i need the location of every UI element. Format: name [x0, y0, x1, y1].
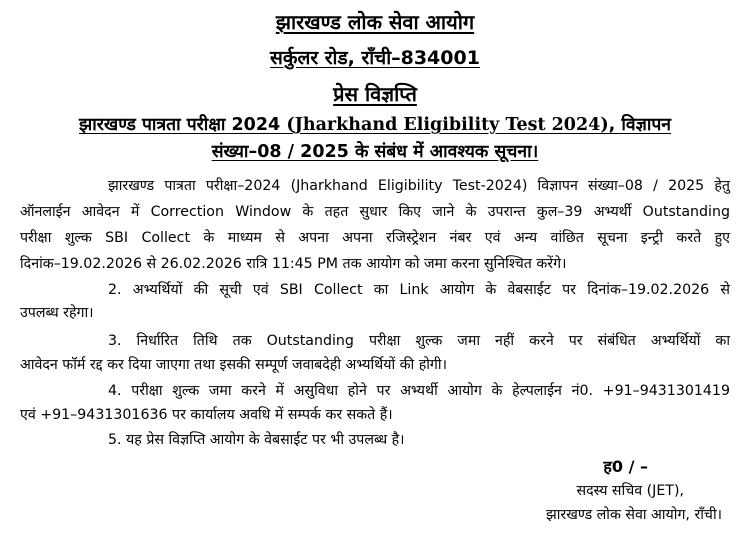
paragraph-5-line-1: 5. यह प्रेस विज्ञप्ति आयोग के वेबसाईट पर भी उपलब्ध है। [108, 432, 405, 448]
org-address-heading: सर्कुलर रोड, राँची–834001 [270, 47, 480, 69]
signatory-organisation: झारखण्ड लोक सेवा आयोग, राँची। [546, 507, 722, 523]
subject-english-part: (Jharkhand Eligibility Test 2024) [286, 115, 609, 135]
paragraph-4-line-1: 4. परीक्षा शुल्क जमा करने में असुविधा होने पर अभ्यर्थी आयोग के हेल्पलाईन नं0. +91–9431301419 [108, 383, 730, 399]
paragraph-1-line-3: परीक्षा शुल्क SBI Collect के माध्यम से अपना अपना रजिस्ट्रेशन नंबर एवं अन्य वांछित सूचना इन्ट्री करते हुए [20, 230, 730, 246]
subject-line-1 [10, 112, 740, 136]
paragraph-4-line-2: एवं +91–9431301636 पर कार्यालय अवधि में सम्पर्क कर सकते हैं। [20, 407, 393, 423]
paragraph-2-line-1: 2. अभ्यर्थियों की सूची एवं SBI Collect का Link आयोग के वेबसाईट पर दिनांक–19.02.2026 से [108, 282, 730, 298]
paragraph-2-line-2: उपलब्ध रहेगा। [20, 305, 94, 321]
signature-mark: ह0 / – [603, 457, 648, 476]
document-title: प्रेस विज्ञप्ति [333, 82, 417, 106]
subject-hindi-part: झारखण्ड पात्रता परीक्षा 2024 [78, 115, 287, 135]
subject-line-2: संख्या–08 / 2025 के संबंध में आवश्यक सूचना। [211, 142, 539, 162]
paragraph-1-line-4: दिनांक–19.02.2026 से 26.02.2026 रात्रि 11:45 PM तक आयोग को जमा करना सुनिश्चित करेंगे। [20, 256, 567, 272]
org-name-heading: झारखण्ड लोक सेवा आयोग [275, 10, 475, 34]
paragraph-3-line-2: आवेदन फॉर्म रद्द कर दिया जाएगा तथा इसकी सम्पूर्ण जवाबदेही अभ्यर्थियों की होगी। [20, 357, 447, 373]
signatory-designation: सदस्य सचिव (JET), [576, 483, 684, 499]
paragraph-3-line-1: 3. निर्धारित तिथि तक Outstanding परीक्षा शुल्क जमा नहीं करने पर संबंधित अभ्यर्थियों का [108, 333, 730, 349]
subject-advertisement-part: , विज्ञापन [608, 115, 672, 135]
paragraph-1-line-1: झारखण्ड पात्रता परीक्षा–2024 (Jharkhand Eligibility Test-2024) विज्ञापन संख्या–08 / 2025 हेतु [108, 178, 730, 194]
paragraph-1-line-2: ऑनलाईन आवेदन में Correction Window के तहत सुधार किए जाने के उपरान्त कुल–39 अभ्यर्थी Outstanding [20, 204, 730, 220]
